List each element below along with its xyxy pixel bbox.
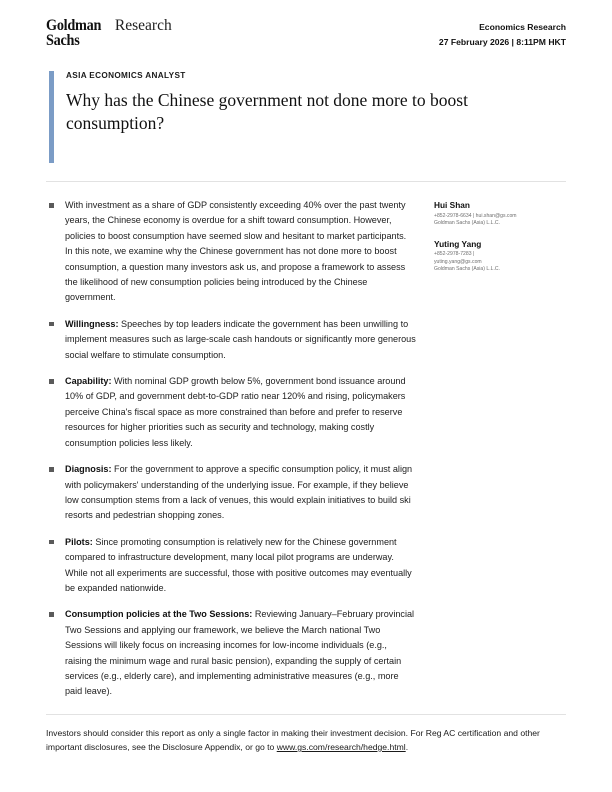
report-category: Economics Research — [479, 22, 566, 32]
bullet-lead: Diagnosis: — [65, 464, 112, 475]
logo-line-sachs: Sachs — [46, 32, 80, 49]
list-item — [46, 535, 416, 597]
bullet-text: Speeches by top leaders indicate the government has been unwilling to implement measures such as large-scale cash handouts or significantly more generous social welfare to stimulate consumption. — [65, 318, 416, 360]
bullet-lead: Capability: — [65, 376, 112, 387]
title-accent-bar — [49, 71, 54, 163]
author-entry — [434, 200, 566, 227]
logo-wordmark — [46, 18, 101, 48]
author-contact[interactable]: +852-2978-6634 | hui.shan@gs.com — [434, 212, 517, 219]
author-entry — [434, 239, 566, 273]
author-name: Yuting Yang — [434, 238, 482, 249]
bullet-text: Since promoting consumption is relatively new for the Chinese government compared to infrastructure development, many local pilot programs are underway. While not all experiments are successful, those with positive outcomes may eventually be expanded nationwide. — [65, 536, 412, 593]
document-body — [46, 198, 566, 711]
document-header — [46, 0, 566, 49]
report-series-label: ASIA ECONOMICS ANALYST — [66, 71, 186, 80]
author-email[interactable]: yuting.yang@gs.com — [434, 258, 482, 265]
bullet-text: With nominal GDP growth below 5%, government bond issuance around 10% of GDP, and government debt-to-GDP ratio near 120% and rising, policymakers perceive China's fiscal space as more constrained than before and prefer to reserve resources for higher priorities such as security and technology, making costly consumption policies less likely. — [65, 376, 406, 448]
summary-bullets — [46, 198, 416, 711]
author-contact[interactable]: +852-2978-7283 | — [434, 251, 475, 258]
list-item — [46, 462, 416, 524]
disclosure-text-before: Investors should consider this report as only a single factor in making their investment decision. For Reg AC certification and other important disclosures, see the Disclosure Appendix, or go to — [46, 728, 540, 752]
goldman-sachs-logo — [46, 18, 172, 48]
disclosure-text-after: . — [405, 742, 409, 752]
bullet-lead: Consumption policies at the Two Sessions: — [65, 609, 253, 620]
author-affiliation: Goldman Sachs (Asia) L.L.C. — [434, 265, 500, 272]
bullet-list — [46, 198, 416, 700]
list-item — [46, 607, 416, 699]
header-meta — [439, 18, 566, 49]
bullet-lead: Willingness: — [65, 318, 119, 329]
bullet-text: With investment as a share of GDP consistently exceeding 40% over the past twenty years, the Chinese economy is overdue for a shift toward consumption. However, policies to boost consumption have seemed slow and hesitant to market participants. In this note, we examine why the Chinese government has not done more to boost consumption, a question many investors ask us, and propose a framework to assess the likelihood of new consumption policies being introduced by the Chinese government. — [65, 200, 407, 303]
list-item — [46, 198, 416, 306]
title-block — [46, 71, 566, 163]
author-sidebar — [416, 198, 566, 285]
disclosure-text — [46, 726, 566, 754]
bullet-text: For the government to approve a specific consumption policy, it must align with policymakers' understanding of the underlying issue. For example, if they believe low consumption stems from a lack of venues, this would explain initiatives to build ski resorts and pedestrian shopping zones. — [65, 464, 413, 521]
disclosure-link[interactable]: www.gs.com/research/hedge.html — [276, 742, 406, 752]
logo-research-label: Research — [114, 17, 172, 34]
author-affiliation: Goldman Sachs (Asia) L.L.C. — [434, 219, 500, 226]
list-item — [46, 317, 416, 363]
list-item — [46, 374, 416, 451]
report-timestamp: 27 February 2026 | 8:11PM HKT — [438, 36, 566, 47]
footer-divider — [46, 714, 566, 715]
header-divider — [46, 181, 566, 182]
bullet-lead: Pilots: — [65, 536, 93, 547]
document-footer — [46, 714, 566, 754]
bullet-text: Reviewing January–February provincial Two Sessions and applying our framework, we believe the March national Two Sessions will likely focus on increasing incomes for low-income individuals (e.g., raising the minimum wage and rural basic pension), expanding the supply of certain services (e.g., elderly care), and implementing administrative measures (e.g., more paid leave). — [65, 609, 415, 697]
author-name: Hui Shan — [434, 200, 470, 210]
page-title: Why has the Chinese government not done more to boost consumption? — [66, 90, 468, 133]
logo-line-goldman: Goldman — [46, 17, 102, 34]
